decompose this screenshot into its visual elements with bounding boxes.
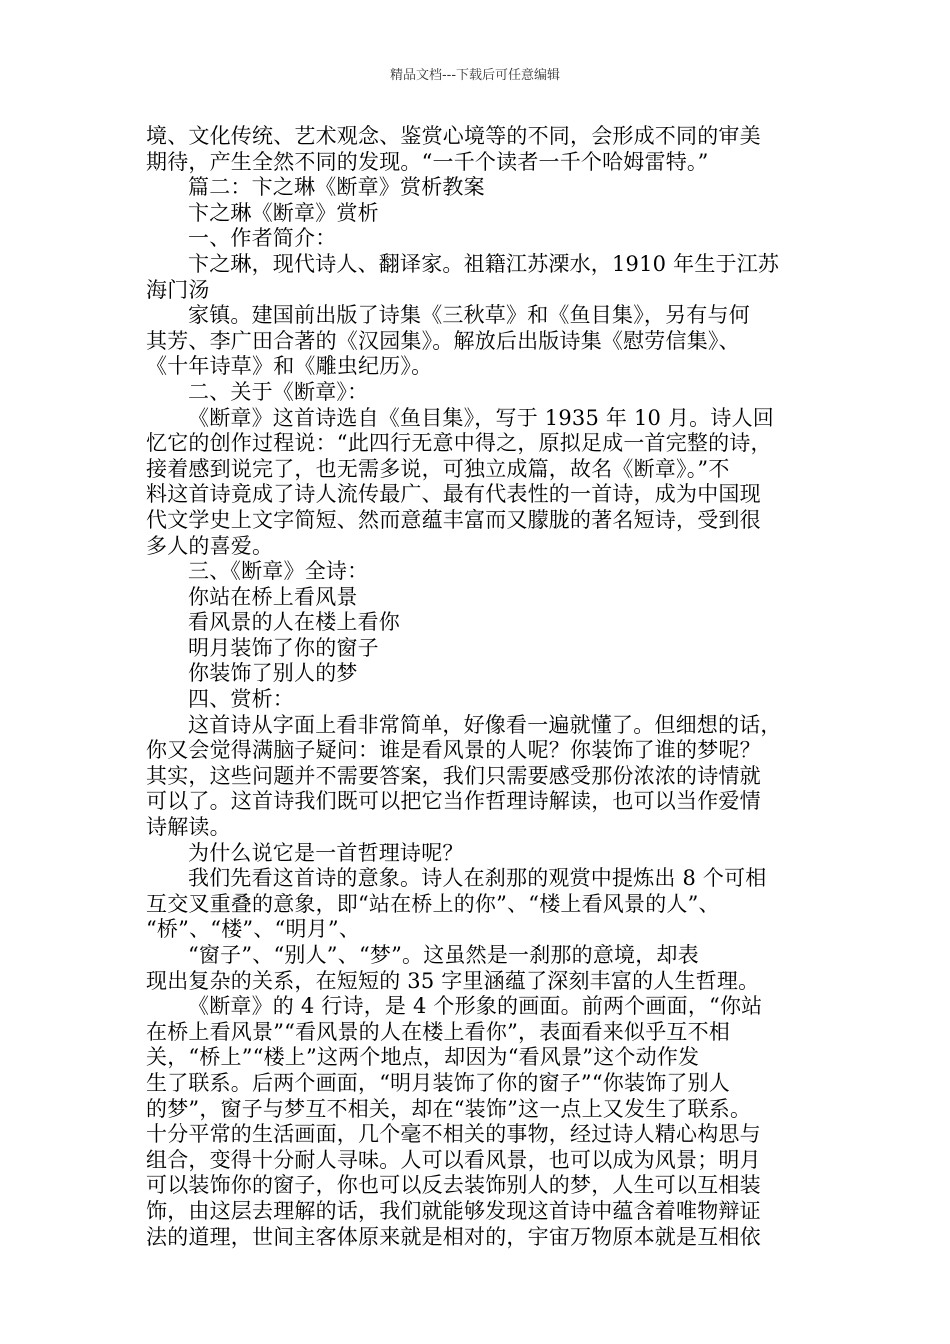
text-line: 现出复杂的关系，在短短的 35 字里涵蕴了深刻丰富的人生哲理。 bbox=[146, 968, 760, 993]
text-line: 期待，产生全然不同的发现。“一千个读者一千个哈姆雷特。” bbox=[146, 149, 709, 174]
text-line: 《断章》的 4 行诗，是 4 个形象的画面。前两个画面，“你站 bbox=[188, 994, 763, 1019]
text-line: 其实，这些问题并不需要答案，我们只需要感受那份浓浓的诗情就 bbox=[146, 763, 761, 788]
text-line: “桥”、“楼”、“明月”、 bbox=[146, 917, 361, 942]
text-line: 卞之琳《断章》赏析 bbox=[188, 200, 379, 225]
text-line: 饰，由这层去理解的话，我们就能够发现这首诗中蕴含着唯物辩证 bbox=[146, 1198, 761, 1223]
text-line: 卞之琳，现代诗人、翻译家。祖籍江苏溧水，1910 年生于江苏 bbox=[188, 251, 780, 276]
text-line: 境、文化传统、艺术观念、鉴赏心境等的不同，会形成不同的审美 bbox=[146, 124, 761, 148]
text-line: 十分平常的生活画面，几个毫不相关的事物，经过诗人精心构思与 bbox=[146, 1122, 761, 1147]
text-line: 接着感到说完了，也无需多说，可独立成篇，故名《断章》。”不 bbox=[146, 456, 730, 481]
text-line: 的梦”，窗子与梦互不相关，却在“装饰”这一点上又发生了联系。 bbox=[146, 1096, 752, 1121]
text-line: 你又会觉得满脑子疑问：谁是看风景的人呢？你装饰了谁的梦呢？ bbox=[146, 738, 761, 763]
page-header: 精品文档---下载后可任意编辑 bbox=[389, 68, 561, 83]
text-line: 在桥上看风景”“看风景的人在楼上看你”，表面看来似乎互不相 bbox=[146, 1019, 731, 1044]
text-line: 你站在桥上看风景 bbox=[188, 584, 358, 609]
text-line: 可以了。这首诗我们既可以把它当作哲理诗解读，也可以当作爱情 bbox=[146, 789, 761, 814]
text-line: 诗解读。 bbox=[146, 815, 231, 840]
text-line: 其芳、李广田合著的《汉园集》。解放后出版诗集《慰劳信集》、 bbox=[146, 328, 740, 353]
text-line: 一、作者简介： bbox=[188, 226, 337, 251]
text-line: 这首诗从字面上看非常简单，好像看一遍就懂了。但细想的话， bbox=[188, 712, 782, 737]
text-line: 法的道理，世间主客体原来就是相对的，宇宙万物原本就是互相依 bbox=[146, 1224, 761, 1249]
document-body bbox=[146, 124, 830, 1250]
text-line: 关，“桥上”“楼上”这两个地点，却因为“看风景”这个动作发 bbox=[146, 1045, 700, 1070]
text-line: 海门汤 bbox=[146, 277, 210, 302]
text-line: 忆它的创作过程说：“此四行无意中得之，原拟足成一首完整的诗， bbox=[146, 431, 772, 456]
text-line: 《断章》这首诗选自《鱼目集》，写于 1935 年 10 月。诗人回 bbox=[188, 405, 774, 430]
text-line: 组合，变得十分耐人寻味。人可以看风景，也可以成为风景；明月 bbox=[146, 1147, 761, 1172]
text-line: “窗子”、“别人”、“梦”。这虽然是一刹那的意境，却表 bbox=[188, 943, 699, 967]
text-line: 互交叉重叠的意象，即“站在桥上的你”、“楼上看风景的人”、 bbox=[146, 891, 720, 916]
text-line: 二、关于《断章》： bbox=[188, 379, 369, 404]
text-line: 生了联系。后两个画面，“明月装饰了你的窗子”“你装饰了别人 bbox=[146, 1070, 731, 1095]
text-line: 可以装饰你的窗子，你也可以反去装饰别人的梦，人生可以互相装 bbox=[146, 1173, 761, 1198]
text-line: 明月装饰了你的窗子 bbox=[188, 635, 379, 660]
text-line: 料这首诗竟成了诗人流传最广、最有代表性的一首诗，成为中国现 bbox=[146, 482, 761, 507]
text-line: 家镇。建国前出版了诗集《三秋草》和《鱼目集》，另有与何 bbox=[188, 303, 750, 328]
text-line: 四、赏析： bbox=[188, 687, 294, 712]
text-line: 代文学史上文字简短、然而意蕴丰富而又朦胧的著名短诗，受到很 bbox=[146, 507, 761, 532]
text-line: 你装饰了别人的梦 bbox=[188, 661, 358, 686]
text-line: 多人的喜爱。 bbox=[146, 533, 274, 558]
text-line: 《十年诗草》和《雕虫纪历》。 bbox=[146, 354, 433, 379]
text-line: 看风景的人在楼上看你 bbox=[188, 610, 400, 635]
text-line: 篇二：卞之琳《断章》赏析教案 bbox=[188, 175, 485, 200]
text-line: 为什么说它是一首哲理诗呢？ bbox=[188, 840, 464, 865]
text-line: 我们先看这首诗的意象。诗人在刹那的观赏中提炼出 8 个可相 bbox=[188, 866, 767, 891]
text-line: 三、《断章》全诗： bbox=[188, 559, 369, 584]
